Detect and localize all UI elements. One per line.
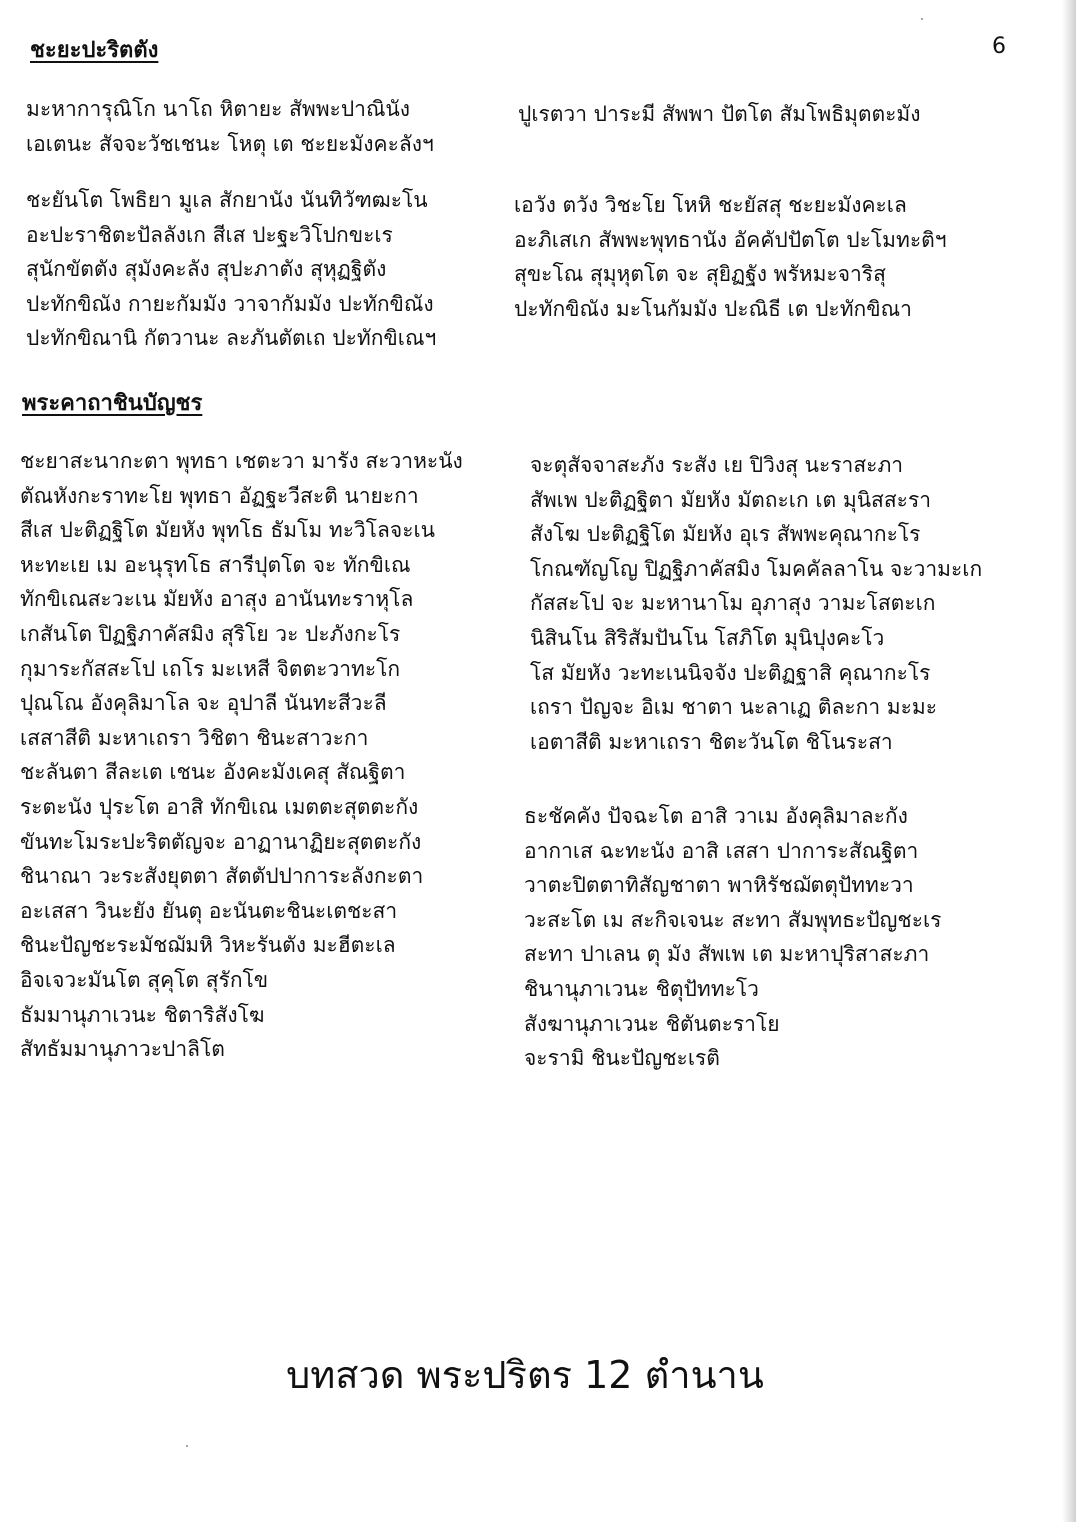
- verse-line: หะทะเย เม อะนุรุทโธ สารีปุตโต จะ ทักขิเณ: [20, 552, 411, 577]
- verse-line: อากาเส ฉะทะนัง อาสิ เสสา ปาการะสัณฐิตา: [524, 838, 919, 863]
- verse-line: ทักขิเณสะวะเน มัยหัง อาสุง อานันทะราหุโล: [20, 587, 414, 612]
- stanza-2-left-column: [26, 183, 436, 356]
- section-heading-chinabanchon: พระคาถาชินบัญชร: [22, 391, 203, 416]
- verse-line: โกณฑัญโญ ปิฏฐิภาคัสมิง โมคคัลลาโน จะวามะเก: [530, 556, 983, 581]
- verse-line: สังโฆ ปะติฏฐิโต มัยหัง อุเร สัพพะคุณากะโร: [530, 522, 921, 547]
- verse-line: ชะลันตา สีละเต เชนะ อังคะมังเคสุ สัณฐิตา: [20, 760, 406, 785]
- verse-line: สัพเพ ปะติฏฐิตา มัยหัง มัตถะเก เต มุนิสสะรา: [530, 487, 932, 512]
- verse-line: ชินานุภาเวนะ ชิตุปัททะโว: [524, 976, 759, 1001]
- verse-line: ปะทักขิณัง มะโนกัมมัง ปะณิธี เต ปะทักขิณา: [514, 296, 912, 321]
- verse-line: มะหาการุณิโก นาโถ หิตายะ สัพพะปาณินัง: [26, 97, 411, 121]
- verse-line: อะเสสา วินะยัง ยันตุ อะนันตะชินะเตชะสา: [20, 898, 398, 923]
- verse-line: นิสินโน สิริสัมปันโน โสภิโต มุนิปุงคะโว: [530, 625, 885, 650]
- chinabanchon-left-column: [20, 444, 463, 1067]
- verse-line: ปะทักขิณานิ กัตวานะ ละภันตัตเถ ปะทักขิเณฯ: [26, 326, 437, 351]
- chinabanchon-right-column-lower: [524, 799, 941, 1076]
- verse-line: เอเตนะ สัจจะวัชเชนะ โหตุ เต ชะยะมังคะลังฯ: [26, 131, 434, 156]
- page-edge-shadow: [1062, 0, 1076, 1522]
- verse-line: เอตาสีติ มะหาเถรา ชิตะวันโต ชิโนระสา: [530, 729, 893, 754]
- verse-line: กัสสะโป จะ มะหานาโม อุภาสุง วามะโสตะเก: [530, 591, 936, 616]
- verse-line: อะปะราชิตะปัลลังเก สีเส ปะฐะวิโปกขะเร: [26, 222, 393, 247]
- verse-line: ชะยันโต โพธิยา มูเล สักยานัง นันทิวัฑฒะโน: [26, 188, 428, 212]
- verse-line: ปุณโณ อังคุลิมาโล จะ อุปาลี นันทะสีวะลี: [20, 691, 387, 716]
- verse-line: เถรา ปัญจะ อิเม ชาตา นะลาเฏ ติละกา มะมะ: [530, 695, 938, 720]
- verse-line: อะภิเสเก สัพพะพุทธานัง อัคคัปปัตโต ปะโมทะติฯ: [514, 227, 947, 252]
- scan-speck: [186, 1445, 188, 1447]
- verse-line: เกสันโต ปิฏฐิภาคัสมิง สุริโย วะ ปะภังกะโร: [20, 621, 401, 646]
- verse-line: จะตุสัจจาสะภัง ระสัง เย ปิวิงสุ นะราสะภา: [530, 453, 904, 477]
- verse-line: โส มัยหัง วะทะเนนิจจัง ปะติฏฐาสิ คุณากะโร: [530, 660, 931, 685]
- verse-line: สังฆานุภาเวนะ ชิตันตะราโย: [524, 1011, 780, 1036]
- verse-line: สะทา ปาเลน ตุ มัง สัพเพ เต มะหาปุริสาสะภา: [524, 942, 930, 967]
- verse-line: ปูเรตวา ปาระมี สัพพา ปัตโต สัมโพธิมุตตะมัง: [518, 102, 921, 126]
- chinabanchon-right-column-upper: [530, 448, 982, 759]
- stanza-2-right-column: [514, 188, 947, 326]
- verse-line: วะสะโต เม สะกิจเจนะ สะทา สัมพุทธะปัญชะเร: [524, 907, 942, 932]
- stanza-1-left-column: [26, 92, 434, 161]
- verse-line: เสสาสีติ มะหาเถรา วิชิตา ชินะสาวะกา: [20, 725, 369, 750]
- verse-line: วาตะปิตตาทิสัญชาตา พาหิรัชฌัตตุปัททะวา: [524, 873, 914, 898]
- verse-line: สุขะโณ สุมุหุตโต จะ สุยิฏฐัง พรัหมะจาริสุ: [514, 262, 886, 287]
- verse-line: ชินะปัญชะระมัชฌัมหิ วิหะรันตัง มะฮีตะเล: [20, 933, 396, 958]
- scan-speck: [921, 18, 923, 20]
- verse-line: ระตะนัง ปุระโต อาสิ ทักขิเณ เมตตะสุตตะกัง: [20, 794, 419, 819]
- page-number: 6: [992, 34, 1006, 59]
- verse-line: ตัณหังกะราทะโย พุทธา อัฏฐะวีสะติ นายะกา: [20, 483, 419, 508]
- verse-line: ปะทักขิณัง กายะกัมมัง วาจากัมมัง ปะทักขิณัง: [26, 291, 434, 316]
- verse-line: กุมาระกัสสะโป เถโร มะเหสี จิตตะวาทะโก: [20, 656, 401, 681]
- book-title: บทสวด พระปริตร 12 ตำนาน: [286, 1353, 764, 1397]
- verse-line: ธัมมานุภาเวนะ ชิตาริสังโฆ: [20, 1002, 265, 1027]
- verse-line: อิจเจวะมันโต สุคุโต สุรักโข: [20, 967, 269, 992]
- verse-line: เอวัง ตวัง วิชะโย โหหิ ชะยัสสุ ชะยะมังคะเล: [514, 193, 907, 217]
- verse-line: ธะชัคคัง ปัจฉะโต อาสิ วาเม อังคุลิมาละกัง: [524, 804, 908, 828]
- verse-line: ชินาณา วะระสังยุตตา สัตตัปปาการะลังกะตา: [20, 864, 424, 889]
- verse-line: ชะยาสะนากะตา พุทธา เชตะวา มารัง สะวาหะนัง: [20, 449, 463, 473]
- section-heading-chaiya-paritta: ชะยะปะริตตัง: [30, 38, 159, 63]
- stanza-1-right-column: [518, 97, 921, 132]
- verse-line: จะรามิ ชินะปัญชะเรติ: [524, 1046, 720, 1071]
- verse-line: สุนักขัตตัง สุมังคะลัง สุปะภาตัง สุหุฏฐิตัง: [26, 257, 387, 282]
- verse-line: ขันทะโมระปะริตตัญจะ อาฏานาฏิยะสุตตะกัง: [20, 829, 422, 854]
- verse-line: สีเส ปะติฏฐิโต มัยหัง พุทโธ ธัมโม ทะวิโลจะเน: [20, 518, 436, 543]
- verse-line: สัทธัมมานุภาวะปาลิโต: [20, 1037, 225, 1062]
